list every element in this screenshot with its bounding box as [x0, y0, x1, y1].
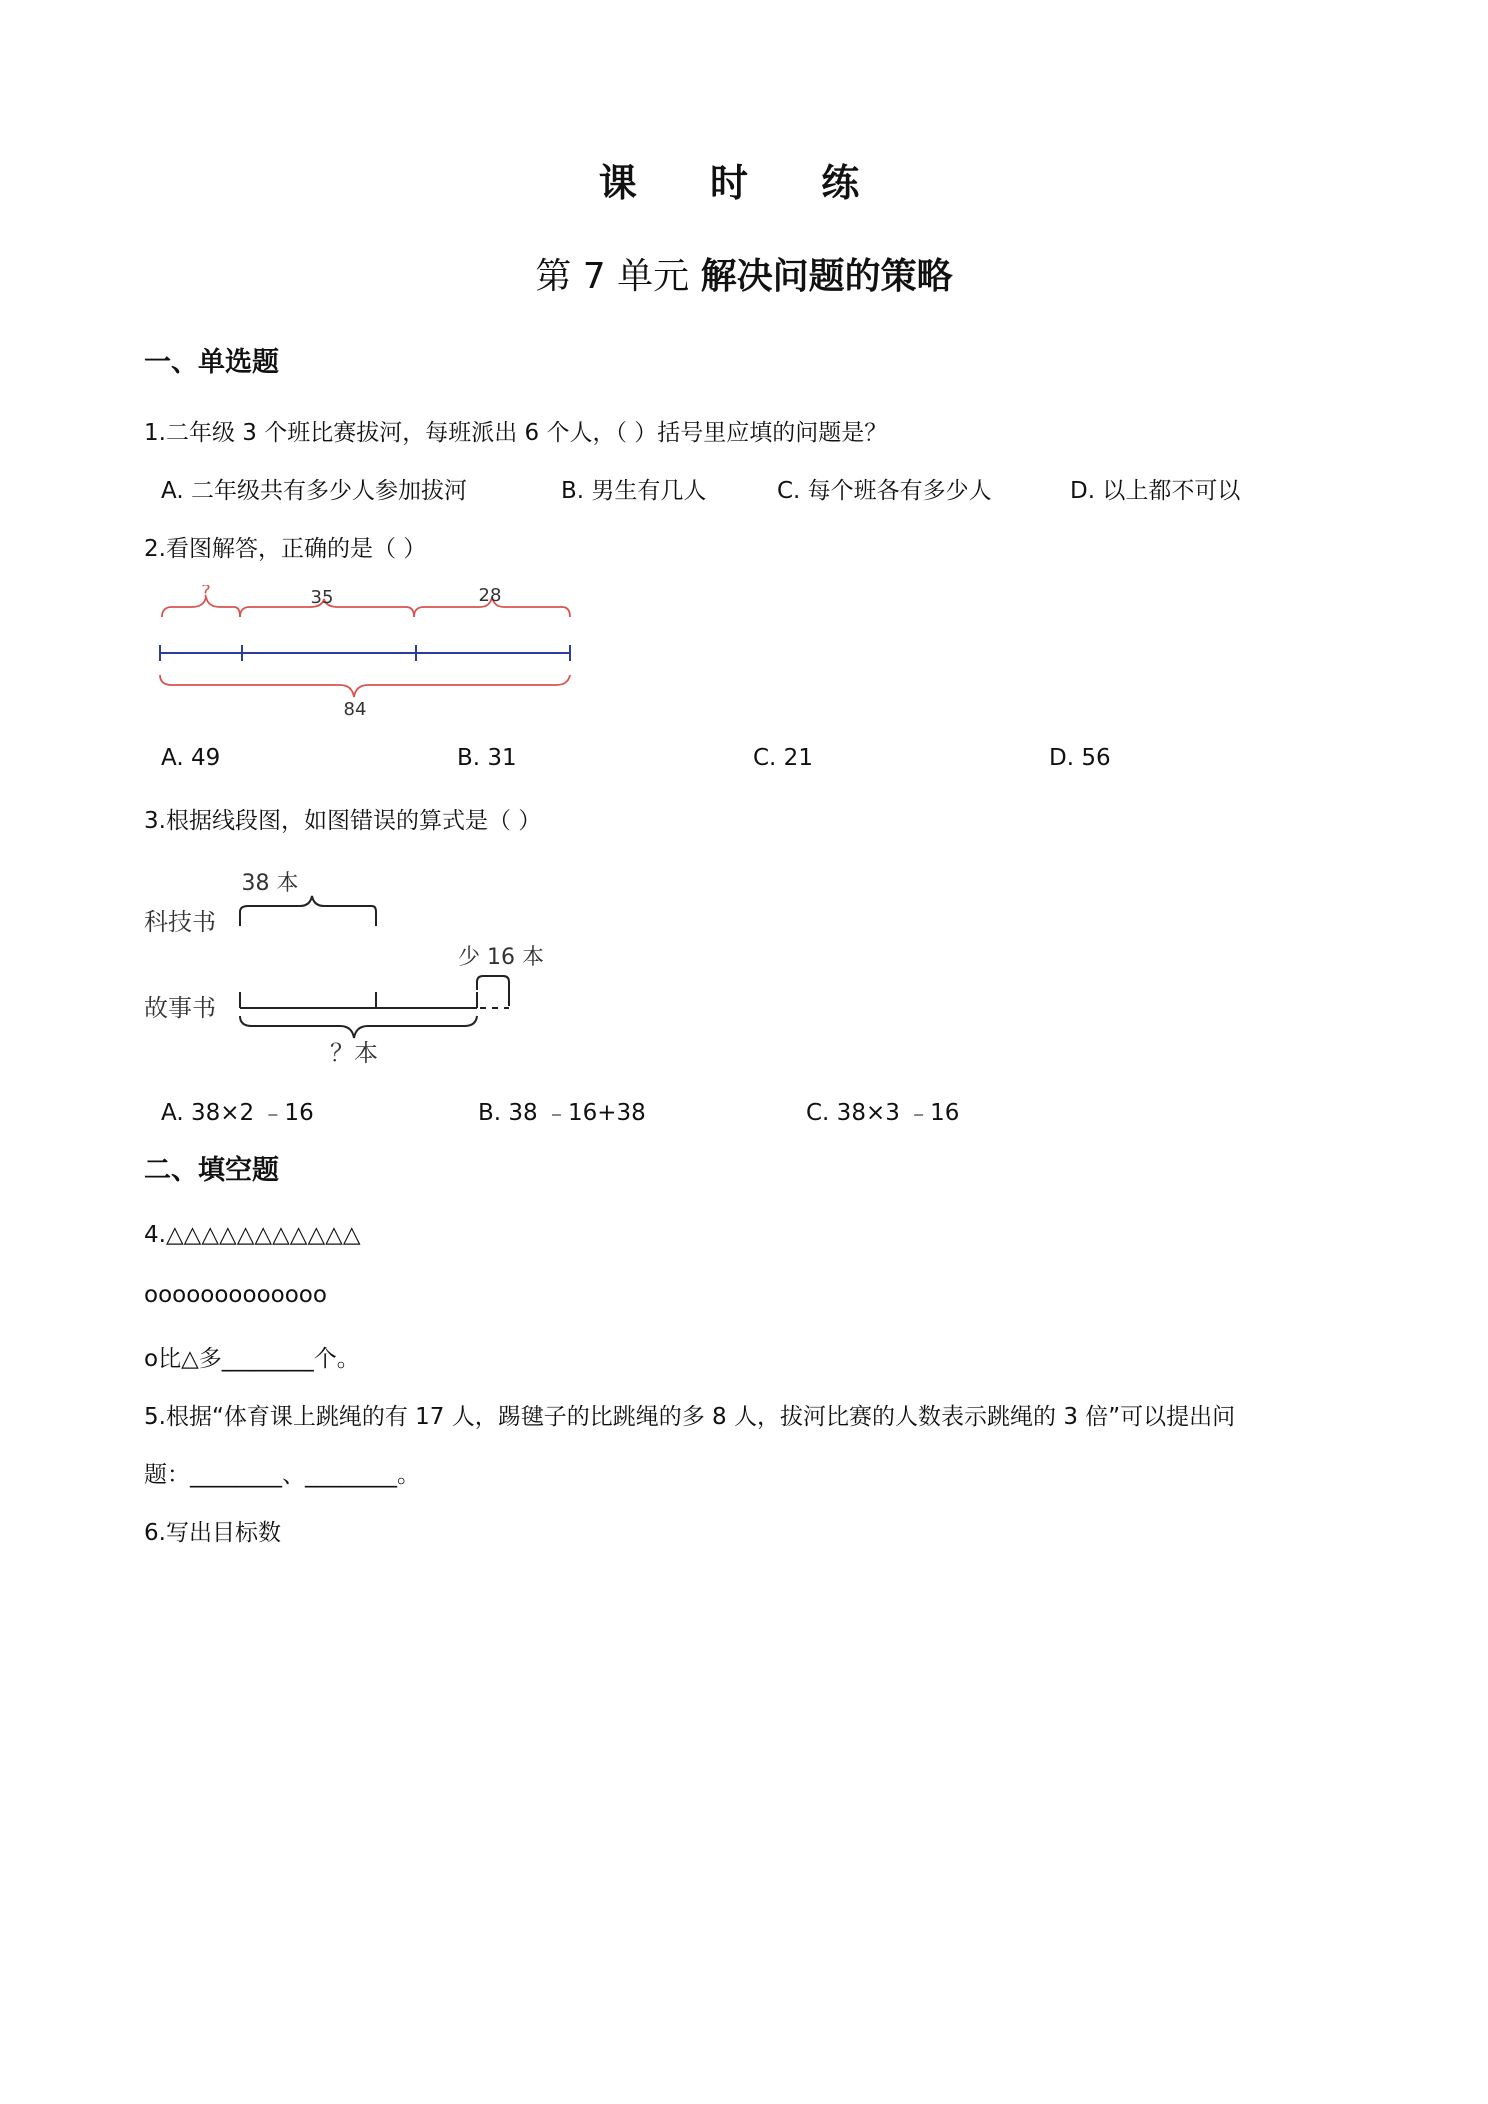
question-4-prompt: o比△多________个。: [144, 1346, 360, 1372]
q2-label-unknown: ?: [201, 585, 211, 602]
q3-row1-label: 科技书: [144, 908, 216, 936]
question-4-circles: ooooooooooooo: [144, 1282, 327, 1308]
q2-segment-diagram: [150, 585, 580, 720]
q2-brace-total: [160, 675, 570, 697]
q3-less-brace: [477, 976, 509, 1006]
q3-total-brace: [240, 1016, 477, 1038]
q3-row1-brace: [240, 896, 376, 926]
q3-less-label: 少 16 本: [458, 945, 544, 970]
q3-total-label: ？本: [330, 1039, 378, 1067]
q2-label-total: 84: [343, 699, 367, 720]
question-5-line2: 题：________、________。: [144, 1462, 420, 1488]
section-heading-single-choice: 一、单选题: [144, 347, 279, 378]
section-heading-fill-in: 二、填空题: [144, 1155, 279, 1186]
question-6-text: 6.写出目标数: [144, 1520, 281, 1546]
q2-option-d[interactable]: D. 56: [1049, 745, 1111, 771]
question-2-text: 2.看图解答，正确的是（ ）: [144, 536, 427, 562]
q2-label-35: 35: [310, 587, 334, 608]
q2-option-b[interactable]: B. 31: [457, 745, 517, 771]
q2-option-a[interactable]: A. 49: [161, 745, 221, 771]
q3-segment-diagram: [140, 860, 580, 1070]
q1-option-a[interactable]: A. 二年级共有多少人参加拔河: [161, 478, 467, 504]
question-3-text: 3.根据线段图，如图错误的算式是（ ）: [144, 808, 542, 834]
q1-option-c[interactable]: C. 每个班各有多少人: [777, 478, 992, 504]
document-subtitle: [0, 248, 1488, 299]
question-5-line1: 5.根据“体育课上跳绳的有 17 人，踢毽子的比跳绳的多 8 人，拔河比赛的人数表示跳绳的 3 倍”可以提出问: [144, 1404, 1236, 1430]
q2-label-28: 28: [478, 585, 502, 606]
q1-option-d[interactable]: D. 以上都不可以: [1070, 478, 1241, 504]
q3-option-b[interactable]: B. 38 ﹣16+38: [478, 1100, 646, 1126]
q3-row2-label: 故事书: [144, 994, 216, 1022]
question-4-triangles: 4.△△△△△△△△△△△: [144, 1222, 361, 1248]
q1-option-b[interactable]: B. 男生有几人: [561, 478, 707, 504]
q3-option-a[interactable]: A. 38×2 ﹣16: [161, 1100, 314, 1126]
unit-label: 第 7 单元: [535, 256, 690, 297]
q3-option-c[interactable]: C. 38×3 ﹣16: [806, 1100, 960, 1126]
question-1-text: 1.二年级 3 个班比赛拔河，每班派出 6 个人，（ ）括号里应填的问题是？: [144, 420, 888, 446]
topic-label: 解决问题的策略: [700, 256, 953, 297]
q3-row1-value: 38 本: [241, 871, 299, 896]
document-title: 课 时 练: [598, 161, 890, 205]
q2-option-c[interactable]: C. 21: [753, 745, 813, 771]
